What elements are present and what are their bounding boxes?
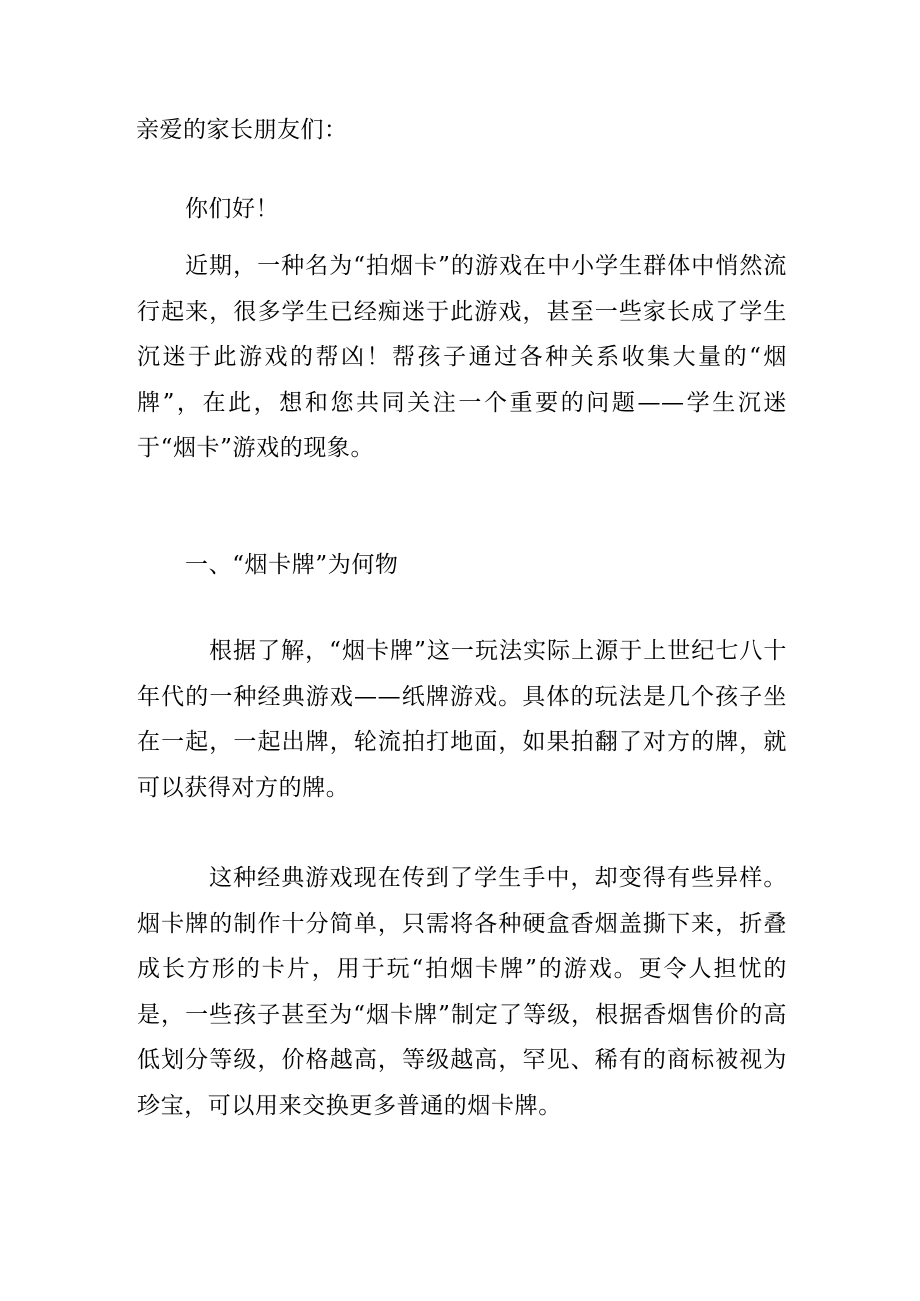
intro-paragraph: 近期，一种名为“拍烟卡”的游戏在中小学生群体中悄然流行起来，很多学生已经痴迷于此游戏，甚至一些家长成了学生沉迷于此游戏的帮凶！帮孩子通过各种关系收集大量的“烟牌”，在此，想和您共同关注一个重要的问题——学生沉迷于“烟卡”游戏的现象。 — [137, 253, 787, 461]
section-heading: 一、“烟卡牌”为何物 — [185, 552, 399, 578]
section-paragraph-2: 这种经典游戏现在传到了学生手中，却变得有些异样。烟卡牌的制作十分简单，只需将各种硬盒香烟盖撕下来，折叠成长方形的卡片，用于玩“拍烟卡牌”的游戏。更令人担忧的是，一些孩子甚至为“烟卡牌”制定了等级，根据香烟售价的高低划分等级，价格越高，等级越高，罕见、稀有的商标被视为珍宝，可以用来交换更多普通的烟卡牌。 — [137, 865, 787, 1119]
greeting: 你们好！ — [185, 196, 279, 222]
salutation: 亲爱的家长朋友们： — [136, 117, 348, 143]
section-paragraph-1: 根据了解，“烟卡牌”这一玩法实际上源于上世纪七八十年代的一种经典游戏——纸牌游戏。具体的玩法是几个孩子坐在一起，一起出牌，轮流拍打地面，如果拍翻了对方的牌，就可以获得对方的牌。 — [137, 638, 787, 801]
